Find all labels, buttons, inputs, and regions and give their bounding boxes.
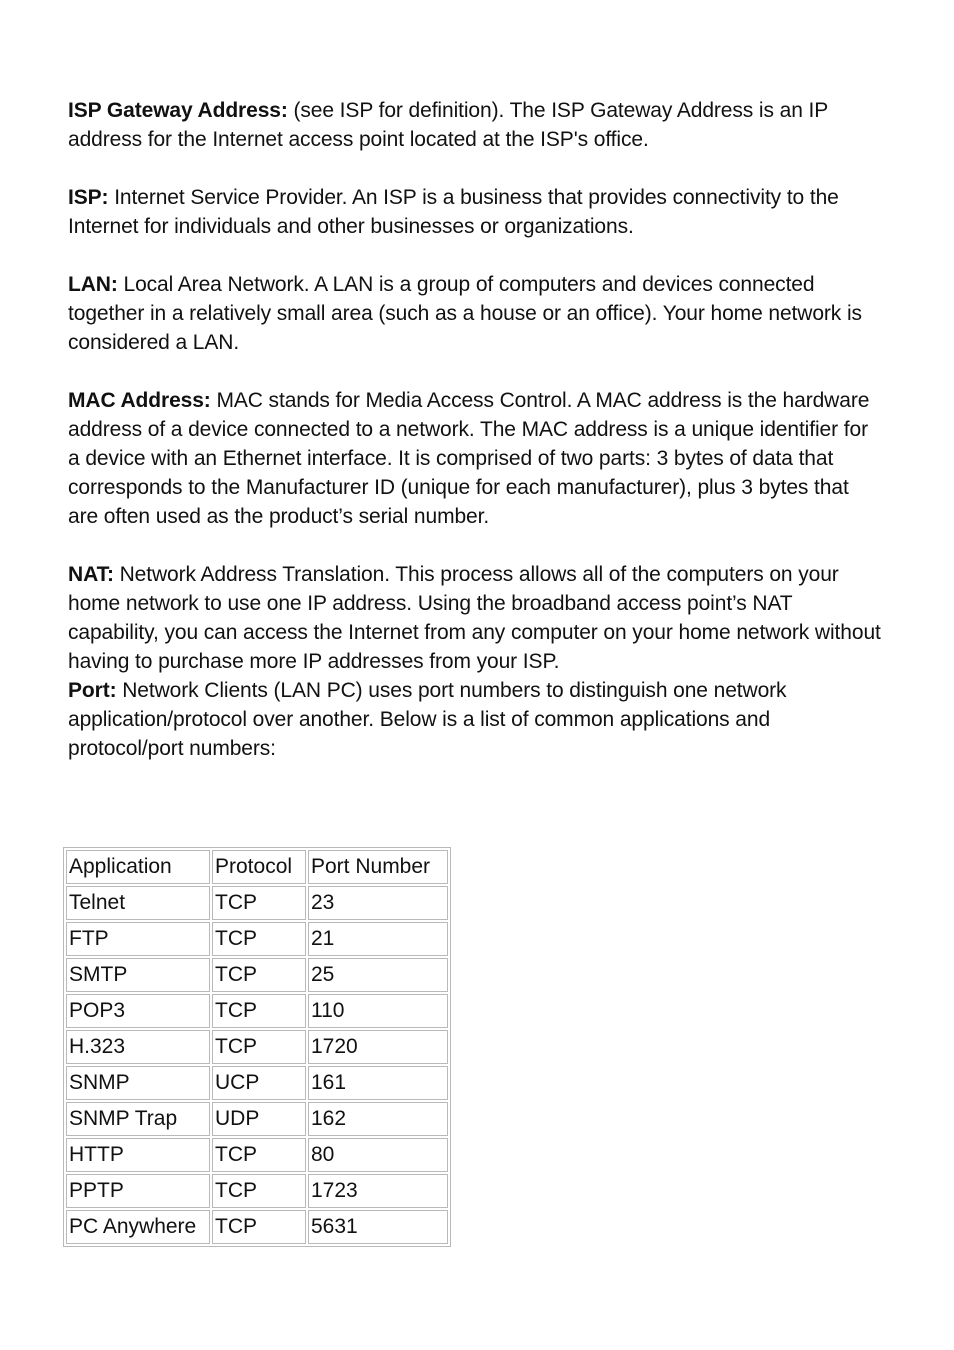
glossary-term: ISP Gateway Address: [68,99,288,122]
cell-protocol: TCP [212,886,306,920]
cell-protocol: TCP [212,958,306,992]
cell-protocol: UCP [212,1066,306,1100]
glossary-entry-isp-gateway-address [68,96,883,154]
table-row [66,1138,448,1172]
table-row [66,1174,448,1208]
table-header-row [66,850,448,884]
cell-port-number: 1723 [308,1174,448,1208]
table-row [66,922,448,956]
table-row [66,994,448,1028]
glossary-definition: MAC stands for Media Access Control. A MAC address is the hardware address of a device connected to a network. The MAC address is a unique identifier for a device with an Ethernet interface. It is comprised of two parts: 3 bytes of data that corresponds to the Manufacturer ID (unique for each manufacturer), plus 3 bytes that are often used as the product’s serial number. [68,389,870,528]
cell-port-number: 80 [308,1138,448,1172]
cell-port-number: 25 [308,958,448,992]
cell-port-number: 5631 [308,1210,448,1244]
port-table-body [66,850,448,1244]
glossary-definition: Network Address Translation. This process allows all of the computers on your home network to use one IP address. Using the broadband access point’s NAT capability, you can access the Internet from any computer on your home network without having to purchase more IP addresses from your ISP. [68,563,881,673]
cell-protocol: TCP [212,994,306,1028]
cell-application: POP3 [66,994,210,1028]
cell-application: SNMP [66,1066,210,1100]
glossary-entry-port [68,676,883,763]
glossary-section [68,96,883,763]
cell-protocol: TCP [212,922,306,956]
cell-application: SMTP [66,958,210,992]
cell-protocol: TCP [212,1138,306,1172]
cell-protocol: TCP [212,1174,306,1208]
cell-application: FTP [66,922,210,956]
cell-application: PPTP [66,1174,210,1208]
cell-application: HTTP [66,1138,210,1172]
cell-port-number: 161 [308,1066,448,1100]
port-numbers-table [63,847,451,1247]
cell-application: Telnet [66,886,210,920]
glossary-definition: Internet Service Provider. An ISP is a business that provides connectivity to the Internet for individuals and other businesses or organizations. [68,186,839,238]
port-table-container [63,847,451,1247]
cell-protocol: UDP [212,1102,306,1136]
header-cell-port-number: Port Number [308,850,448,884]
cell-protocol: TCP [212,1030,306,1064]
cell-port-number: 21 [308,922,448,956]
glossary-entry-mac-address [68,386,883,531]
glossary-definition: (see ISP for definition). The ISP Gateway Address is an IP address for the Internet access point located at the ISP's office. [68,99,828,151]
glossary-entry-isp [68,183,883,241]
glossary-entry-lan [68,270,883,357]
cell-port-number: 23 [308,886,448,920]
table-row [66,886,448,920]
table-row [66,1210,448,1244]
header-cell-application: Application [66,850,210,884]
table-row [66,1030,448,1064]
glossary-definition: Network Clients (LAN PC) uses port numbers to distinguish one network application/protocol over another. Below is a list of common applications and protocol/port numbers: [68,679,787,760]
table-row [66,958,448,992]
cell-port-number: 1720 [308,1030,448,1064]
cell-port-number: 110 [308,994,448,1028]
glossary-term: MAC Address: [68,389,211,412]
glossary-term: Port: [68,679,117,702]
cell-application: H.323 [66,1030,210,1064]
glossary-term: LAN: [68,273,118,296]
glossary-definition: Local Area Network. A LAN is a group of computers and devices connected together in a relatively small area (such as a house or an office). Your home network is considered a LAN. [68,273,862,354]
glossary-term: NAT: [68,563,114,586]
cell-protocol: TCP [212,1210,306,1244]
table-row [66,1066,448,1100]
cell-application: PC Anywhere [66,1210,210,1244]
cell-application: SNMP Trap [66,1102,210,1136]
cell-port-number: 162 [308,1102,448,1136]
table-row [66,1102,448,1136]
header-cell-protocol: Protocol [212,850,306,884]
glossary-term: ISP: [68,186,109,209]
glossary-entry-nat [68,560,883,676]
